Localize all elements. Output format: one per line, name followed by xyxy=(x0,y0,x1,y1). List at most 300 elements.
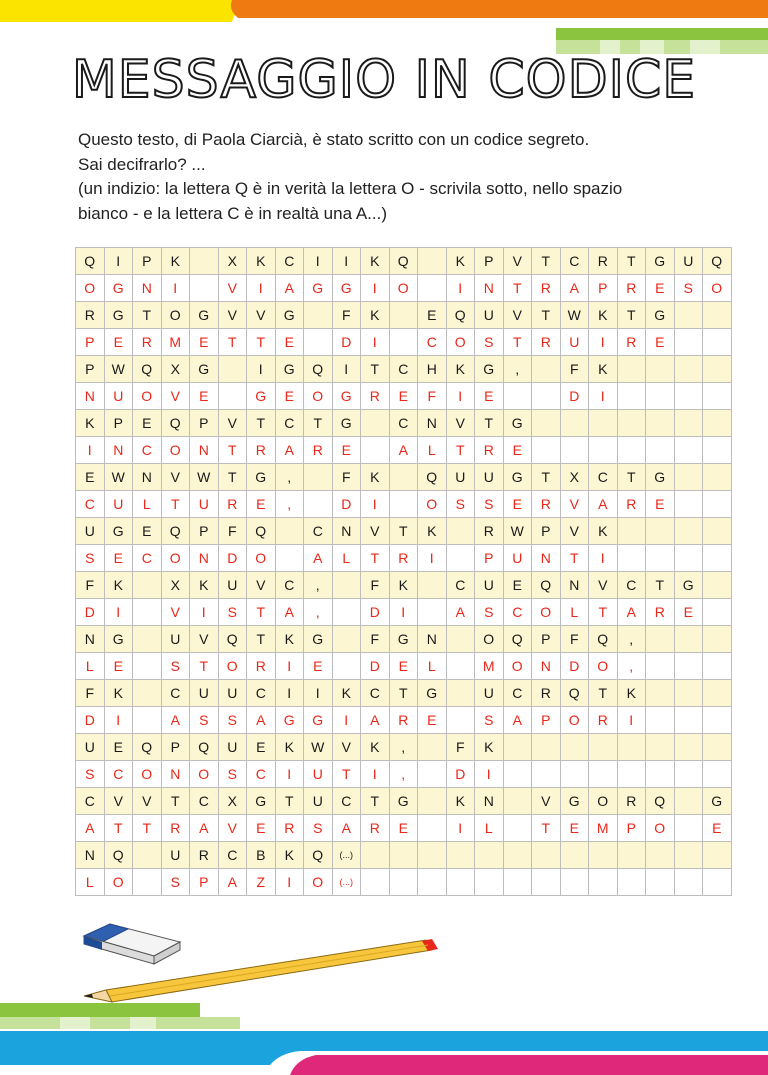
grid-cell: E xyxy=(190,329,219,356)
grid-cell xyxy=(674,302,703,329)
grid-cell: N xyxy=(76,626,105,653)
cipher-row xyxy=(76,842,732,869)
grid-cell: W xyxy=(304,734,333,761)
grid-cell: O xyxy=(76,275,105,302)
grid-cell: K xyxy=(275,842,304,869)
grid-cell xyxy=(674,545,703,572)
bottom-decoration xyxy=(0,995,768,1075)
grid-cell: L xyxy=(76,869,105,896)
grid-cell: T xyxy=(218,464,247,491)
grid-cell: C xyxy=(589,464,618,491)
grid-cell: I xyxy=(332,707,361,734)
grid-cell: V xyxy=(589,572,618,599)
grid-cell: Q xyxy=(446,302,475,329)
grid-cell: K xyxy=(104,680,133,707)
grid-cell: , xyxy=(389,734,418,761)
grid-cell: I xyxy=(161,275,190,302)
grid-cell xyxy=(190,275,219,302)
grid-cell: R xyxy=(389,707,418,734)
grid-cell: D xyxy=(560,653,589,680)
grid-cell: I xyxy=(104,599,133,626)
grid-cell: O xyxy=(133,761,162,788)
grid-cell: V xyxy=(218,302,247,329)
grid-cell: U xyxy=(161,842,190,869)
grid-cell: Q xyxy=(560,680,589,707)
grid-cell: , xyxy=(617,653,646,680)
grid-cell: C xyxy=(446,572,475,599)
grid-cell xyxy=(674,356,703,383)
grid-cell xyxy=(703,869,732,896)
grid-cell: C xyxy=(76,788,105,815)
grid-cell: R xyxy=(218,491,247,518)
grid-cell: T xyxy=(503,275,532,302)
grid-cell: T xyxy=(589,599,618,626)
grid-cell: W xyxy=(560,302,589,329)
grid-cell xyxy=(560,437,589,464)
grid-cell xyxy=(332,653,361,680)
grid-cell xyxy=(617,383,646,410)
grid-cell xyxy=(532,869,561,896)
grid-cell: V xyxy=(133,788,162,815)
grid-cell: P xyxy=(190,518,219,545)
decoded-row xyxy=(76,275,732,302)
grid-cell xyxy=(133,842,162,869)
grid-cell xyxy=(560,734,589,761)
grid-cell: K xyxy=(247,248,276,275)
grid-cell: T xyxy=(332,761,361,788)
grid-cell: I xyxy=(589,329,618,356)
grid-cell: I xyxy=(275,653,304,680)
grid-cell: K xyxy=(161,248,190,275)
grid-cell: A xyxy=(503,707,532,734)
grid-cell: T xyxy=(218,329,247,356)
grid-cell xyxy=(418,788,447,815)
grid-cell: S xyxy=(475,491,504,518)
grid-cell xyxy=(133,572,162,599)
grid-cell: I xyxy=(446,275,475,302)
grid-cell xyxy=(418,761,447,788)
grid-cell: R xyxy=(361,815,390,842)
grid-cell: K xyxy=(446,788,475,815)
decoded-row xyxy=(76,545,732,572)
grid-cell: U xyxy=(76,518,105,545)
grid-cell: E xyxy=(275,383,304,410)
cipher-row xyxy=(76,410,732,437)
grid-cell: Q xyxy=(304,842,333,869)
grid-cell: K xyxy=(361,248,390,275)
grid-cell: C xyxy=(133,437,162,464)
grid-cell: Q xyxy=(418,464,447,491)
grid-cell: I xyxy=(418,545,447,572)
grid-cell: O xyxy=(161,545,190,572)
grid-cell: C xyxy=(275,248,304,275)
grid-cell: T xyxy=(617,248,646,275)
grid-cell xyxy=(703,842,732,869)
grid-cell: O xyxy=(646,815,675,842)
grid-cell xyxy=(389,491,418,518)
grid-cell: S xyxy=(446,491,475,518)
grid-cell xyxy=(361,869,390,896)
grid-cell xyxy=(646,383,675,410)
grid-cell xyxy=(446,626,475,653)
grid-cell: U xyxy=(475,680,504,707)
grid-cell: U xyxy=(475,572,504,599)
grid-cell: Q xyxy=(703,248,732,275)
grid-cell: K xyxy=(361,464,390,491)
grid-cell: E xyxy=(104,329,133,356)
grid-cell xyxy=(503,734,532,761)
grid-cell: F xyxy=(332,302,361,329)
grid-cell: M xyxy=(161,329,190,356)
grid-cell: C xyxy=(503,599,532,626)
grid-cell: U xyxy=(161,626,190,653)
grid-cell: L xyxy=(418,653,447,680)
grid-cell: T xyxy=(389,680,418,707)
grid-cell: G xyxy=(503,464,532,491)
grid-cell: S xyxy=(218,599,247,626)
grid-cell: R xyxy=(617,491,646,518)
grid-cell: S xyxy=(475,329,504,356)
grid-cell: T xyxy=(560,545,589,572)
grid-cell xyxy=(589,842,618,869)
grid-cell: V xyxy=(532,788,561,815)
grid-cell: D xyxy=(76,707,105,734)
grid-cell xyxy=(674,680,703,707)
grid-cell xyxy=(503,788,532,815)
grid-cell: P xyxy=(190,869,219,896)
grid-cell: G xyxy=(304,275,333,302)
grid-cell xyxy=(389,329,418,356)
grid-cell: , xyxy=(304,599,333,626)
grid-cell xyxy=(389,302,418,329)
grid-cell: G xyxy=(389,788,418,815)
grid-cell: N xyxy=(133,464,162,491)
grid-cell: D xyxy=(560,383,589,410)
grid-cell xyxy=(674,410,703,437)
grid-cell: Q xyxy=(161,518,190,545)
grid-cell: D xyxy=(332,329,361,356)
grid-cell xyxy=(703,761,732,788)
grid-cell: U xyxy=(304,761,333,788)
grid-cell: N xyxy=(475,275,504,302)
grid-cell xyxy=(674,761,703,788)
grid-cell: K xyxy=(275,626,304,653)
grid-cell: V xyxy=(361,518,390,545)
grid-cell: Q xyxy=(190,734,219,761)
grid-cell: K xyxy=(418,518,447,545)
grid-cell: T xyxy=(617,302,646,329)
grid-cell: Q xyxy=(389,248,418,275)
grid-cell: G xyxy=(104,302,133,329)
grid-cell xyxy=(418,275,447,302)
grid-cell: I xyxy=(361,329,390,356)
grid-cell: F xyxy=(361,572,390,599)
grid-cell: Q xyxy=(104,842,133,869)
grid-cell: S xyxy=(475,707,504,734)
grid-cell: D xyxy=(361,599,390,626)
grid-cell: S xyxy=(161,653,190,680)
grid-cell xyxy=(617,842,646,869)
grid-cell: F xyxy=(76,572,105,599)
grid-cell: Q xyxy=(76,248,105,275)
grid-cell xyxy=(646,842,675,869)
grid-cell: P xyxy=(617,815,646,842)
grid-cell: I xyxy=(617,707,646,734)
grid-cell: O xyxy=(389,275,418,302)
grid-cell xyxy=(617,869,646,896)
grid-cell: T xyxy=(361,545,390,572)
grid-cell: D xyxy=(361,653,390,680)
grid-cell: T xyxy=(589,680,618,707)
grid-cell: V xyxy=(218,410,247,437)
grid-cell: U xyxy=(304,788,333,815)
grid-cell xyxy=(703,437,732,464)
grid-cell xyxy=(703,329,732,356)
grid-cell: D xyxy=(332,491,361,518)
grid-cell: G xyxy=(332,275,361,302)
grid-cell: E xyxy=(475,383,504,410)
grid-cell: S xyxy=(475,599,504,626)
grid-cell: D xyxy=(76,599,105,626)
grid-cell: R xyxy=(389,545,418,572)
grid-cell: N xyxy=(76,842,105,869)
grid-cell: C xyxy=(133,545,162,572)
grid-cell xyxy=(646,761,675,788)
grid-cell: E xyxy=(560,815,589,842)
cipher-row xyxy=(76,680,732,707)
cipher-row xyxy=(76,788,732,815)
grid-cell: T xyxy=(304,410,333,437)
grid-cell: I xyxy=(304,248,333,275)
grid-cell: K xyxy=(190,572,219,599)
grid-cell xyxy=(389,869,418,896)
grid-cell: X xyxy=(560,464,589,491)
grid-cell: E xyxy=(418,302,447,329)
grid-cell: T xyxy=(218,437,247,464)
grid-cell: O xyxy=(133,383,162,410)
grid-cell xyxy=(532,734,561,761)
grid-cell: U xyxy=(190,680,219,707)
grid-cell: O xyxy=(560,707,589,734)
grid-cell: C xyxy=(560,248,589,275)
grid-cell xyxy=(133,680,162,707)
grid-cell xyxy=(703,707,732,734)
grid-cell: S xyxy=(161,869,190,896)
cipher-row xyxy=(76,518,732,545)
grid-cell: N xyxy=(76,383,105,410)
grid-cell xyxy=(133,626,162,653)
grid-cell: R xyxy=(275,815,304,842)
grid-cell: G xyxy=(275,302,304,329)
grid-cell: I xyxy=(275,761,304,788)
grid-cell: G xyxy=(304,707,333,734)
grid-cell xyxy=(589,734,618,761)
grid-cell: I xyxy=(247,275,276,302)
grid-cell xyxy=(646,545,675,572)
cipher-row xyxy=(76,572,732,599)
grid-cell: X xyxy=(218,788,247,815)
grid-cell xyxy=(418,842,447,869)
grid-cell: K xyxy=(475,734,504,761)
grid-cell xyxy=(304,329,333,356)
grid-cell: C xyxy=(389,410,418,437)
grid-cell: I xyxy=(361,761,390,788)
grid-cell: U xyxy=(104,383,133,410)
grid-cell: P xyxy=(104,410,133,437)
grid-cell: X xyxy=(218,248,247,275)
grid-cell xyxy=(674,626,703,653)
cipher-row xyxy=(76,302,732,329)
grid-cell: K xyxy=(76,410,105,437)
grid-cell: N xyxy=(418,410,447,437)
grid-cell: I xyxy=(589,383,618,410)
grid-cell xyxy=(703,626,732,653)
grid-cell: C xyxy=(275,410,304,437)
grid-cell xyxy=(646,680,675,707)
grid-cell xyxy=(674,869,703,896)
intro-line: Sai decifrarlo? ... xyxy=(78,154,206,174)
grid-cell: R xyxy=(532,275,561,302)
cipher-row xyxy=(76,734,732,761)
grid-cell: R xyxy=(133,329,162,356)
grid-cell: W xyxy=(104,464,133,491)
grid-cell xyxy=(703,680,732,707)
grid-cell xyxy=(304,464,333,491)
grid-cell xyxy=(617,356,646,383)
grid-cell: L xyxy=(76,653,105,680)
cipher-row xyxy=(76,464,732,491)
grid-cell: K xyxy=(446,248,475,275)
grid-cell: T xyxy=(389,518,418,545)
grid-cell xyxy=(361,410,390,437)
grid-cell: N xyxy=(161,761,190,788)
grid-cell: E xyxy=(76,464,105,491)
grid-cell: G xyxy=(560,788,589,815)
grid-cell xyxy=(133,653,162,680)
grid-cell: R xyxy=(247,653,276,680)
grid-cell: E xyxy=(304,653,333,680)
grid-cell: A xyxy=(560,275,589,302)
grid-cell: U xyxy=(218,734,247,761)
grid-cell: I xyxy=(190,599,219,626)
grid-cell xyxy=(646,734,675,761)
grid-cell xyxy=(218,356,247,383)
grid-cell: N xyxy=(332,518,361,545)
grid-cell: E xyxy=(503,572,532,599)
grid-cell: G xyxy=(275,356,304,383)
grid-cell xyxy=(646,356,675,383)
grid-cell: C xyxy=(361,680,390,707)
cipher-row xyxy=(76,626,732,653)
grid-cell: T xyxy=(532,302,561,329)
grid-cell: V xyxy=(446,410,475,437)
grid-cell: G xyxy=(275,707,304,734)
grid-cell xyxy=(674,329,703,356)
grid-cell: L xyxy=(475,815,504,842)
grid-cell: E xyxy=(247,815,276,842)
grid-cell xyxy=(674,815,703,842)
grid-cell: G xyxy=(418,680,447,707)
grid-cell: A xyxy=(332,815,361,842)
grid-cell xyxy=(674,842,703,869)
grid-cell: , xyxy=(617,626,646,653)
grid-cell: E xyxy=(104,653,133,680)
grid-cell: I xyxy=(104,248,133,275)
grid-cell: C xyxy=(418,329,447,356)
grid-cell xyxy=(446,680,475,707)
grid-cell xyxy=(389,842,418,869)
grid-cell xyxy=(218,383,247,410)
decoded-row xyxy=(76,815,732,842)
grid-cell: C xyxy=(190,788,219,815)
grid-cell: I xyxy=(361,275,390,302)
grid-cell: N xyxy=(190,437,219,464)
grid-cell: R xyxy=(532,680,561,707)
grid-cell: Q xyxy=(161,410,190,437)
grid-cell: C xyxy=(275,572,304,599)
grid-cell: G xyxy=(190,356,219,383)
grid-cell xyxy=(133,707,162,734)
grid-cell: N xyxy=(418,626,447,653)
grid-cell: C xyxy=(247,761,276,788)
grid-cell: A xyxy=(275,275,304,302)
grid-cell xyxy=(133,869,162,896)
grid-cell: T xyxy=(532,248,561,275)
grid-cell: L xyxy=(332,545,361,572)
grid-cell: V xyxy=(161,383,190,410)
grid-cell: W xyxy=(104,356,133,383)
grid-cell xyxy=(703,356,732,383)
grid-cell: E xyxy=(133,518,162,545)
grid-cell: T xyxy=(104,815,133,842)
grid-cell: O xyxy=(589,653,618,680)
grid-cell: R xyxy=(361,383,390,410)
grid-cell: Q xyxy=(218,626,247,653)
grid-cell: T xyxy=(161,788,190,815)
grid-cell xyxy=(446,869,475,896)
grid-cell: I xyxy=(104,707,133,734)
grid-cell: Q xyxy=(589,626,618,653)
grid-cell: P xyxy=(589,275,618,302)
grid-cell: C xyxy=(76,491,105,518)
grid-cell xyxy=(617,518,646,545)
cipher-row xyxy=(76,356,732,383)
grid-cell: V xyxy=(190,626,219,653)
grid-cell: U xyxy=(76,734,105,761)
grid-cell xyxy=(703,302,732,329)
grid-cell: Q xyxy=(646,788,675,815)
grid-cell: R xyxy=(617,329,646,356)
grid-cell: S xyxy=(218,761,247,788)
grid-cell: A xyxy=(218,869,247,896)
grid-cell: U xyxy=(475,464,504,491)
grid-cell: E xyxy=(332,437,361,464)
grid-cell: U xyxy=(104,491,133,518)
grid-cell: G xyxy=(304,626,333,653)
grid-cell xyxy=(503,842,532,869)
grid-cell: E xyxy=(247,734,276,761)
grid-cell: N xyxy=(532,545,561,572)
grid-cell xyxy=(674,383,703,410)
grid-cell: Q xyxy=(133,734,162,761)
grid-cell xyxy=(646,869,675,896)
grid-cell xyxy=(703,653,732,680)
grid-cell: F xyxy=(560,356,589,383)
grid-cell: U xyxy=(674,248,703,275)
grid-cell: O xyxy=(161,302,190,329)
grid-cell: Q xyxy=(133,356,162,383)
grid-cell: O xyxy=(161,437,190,464)
